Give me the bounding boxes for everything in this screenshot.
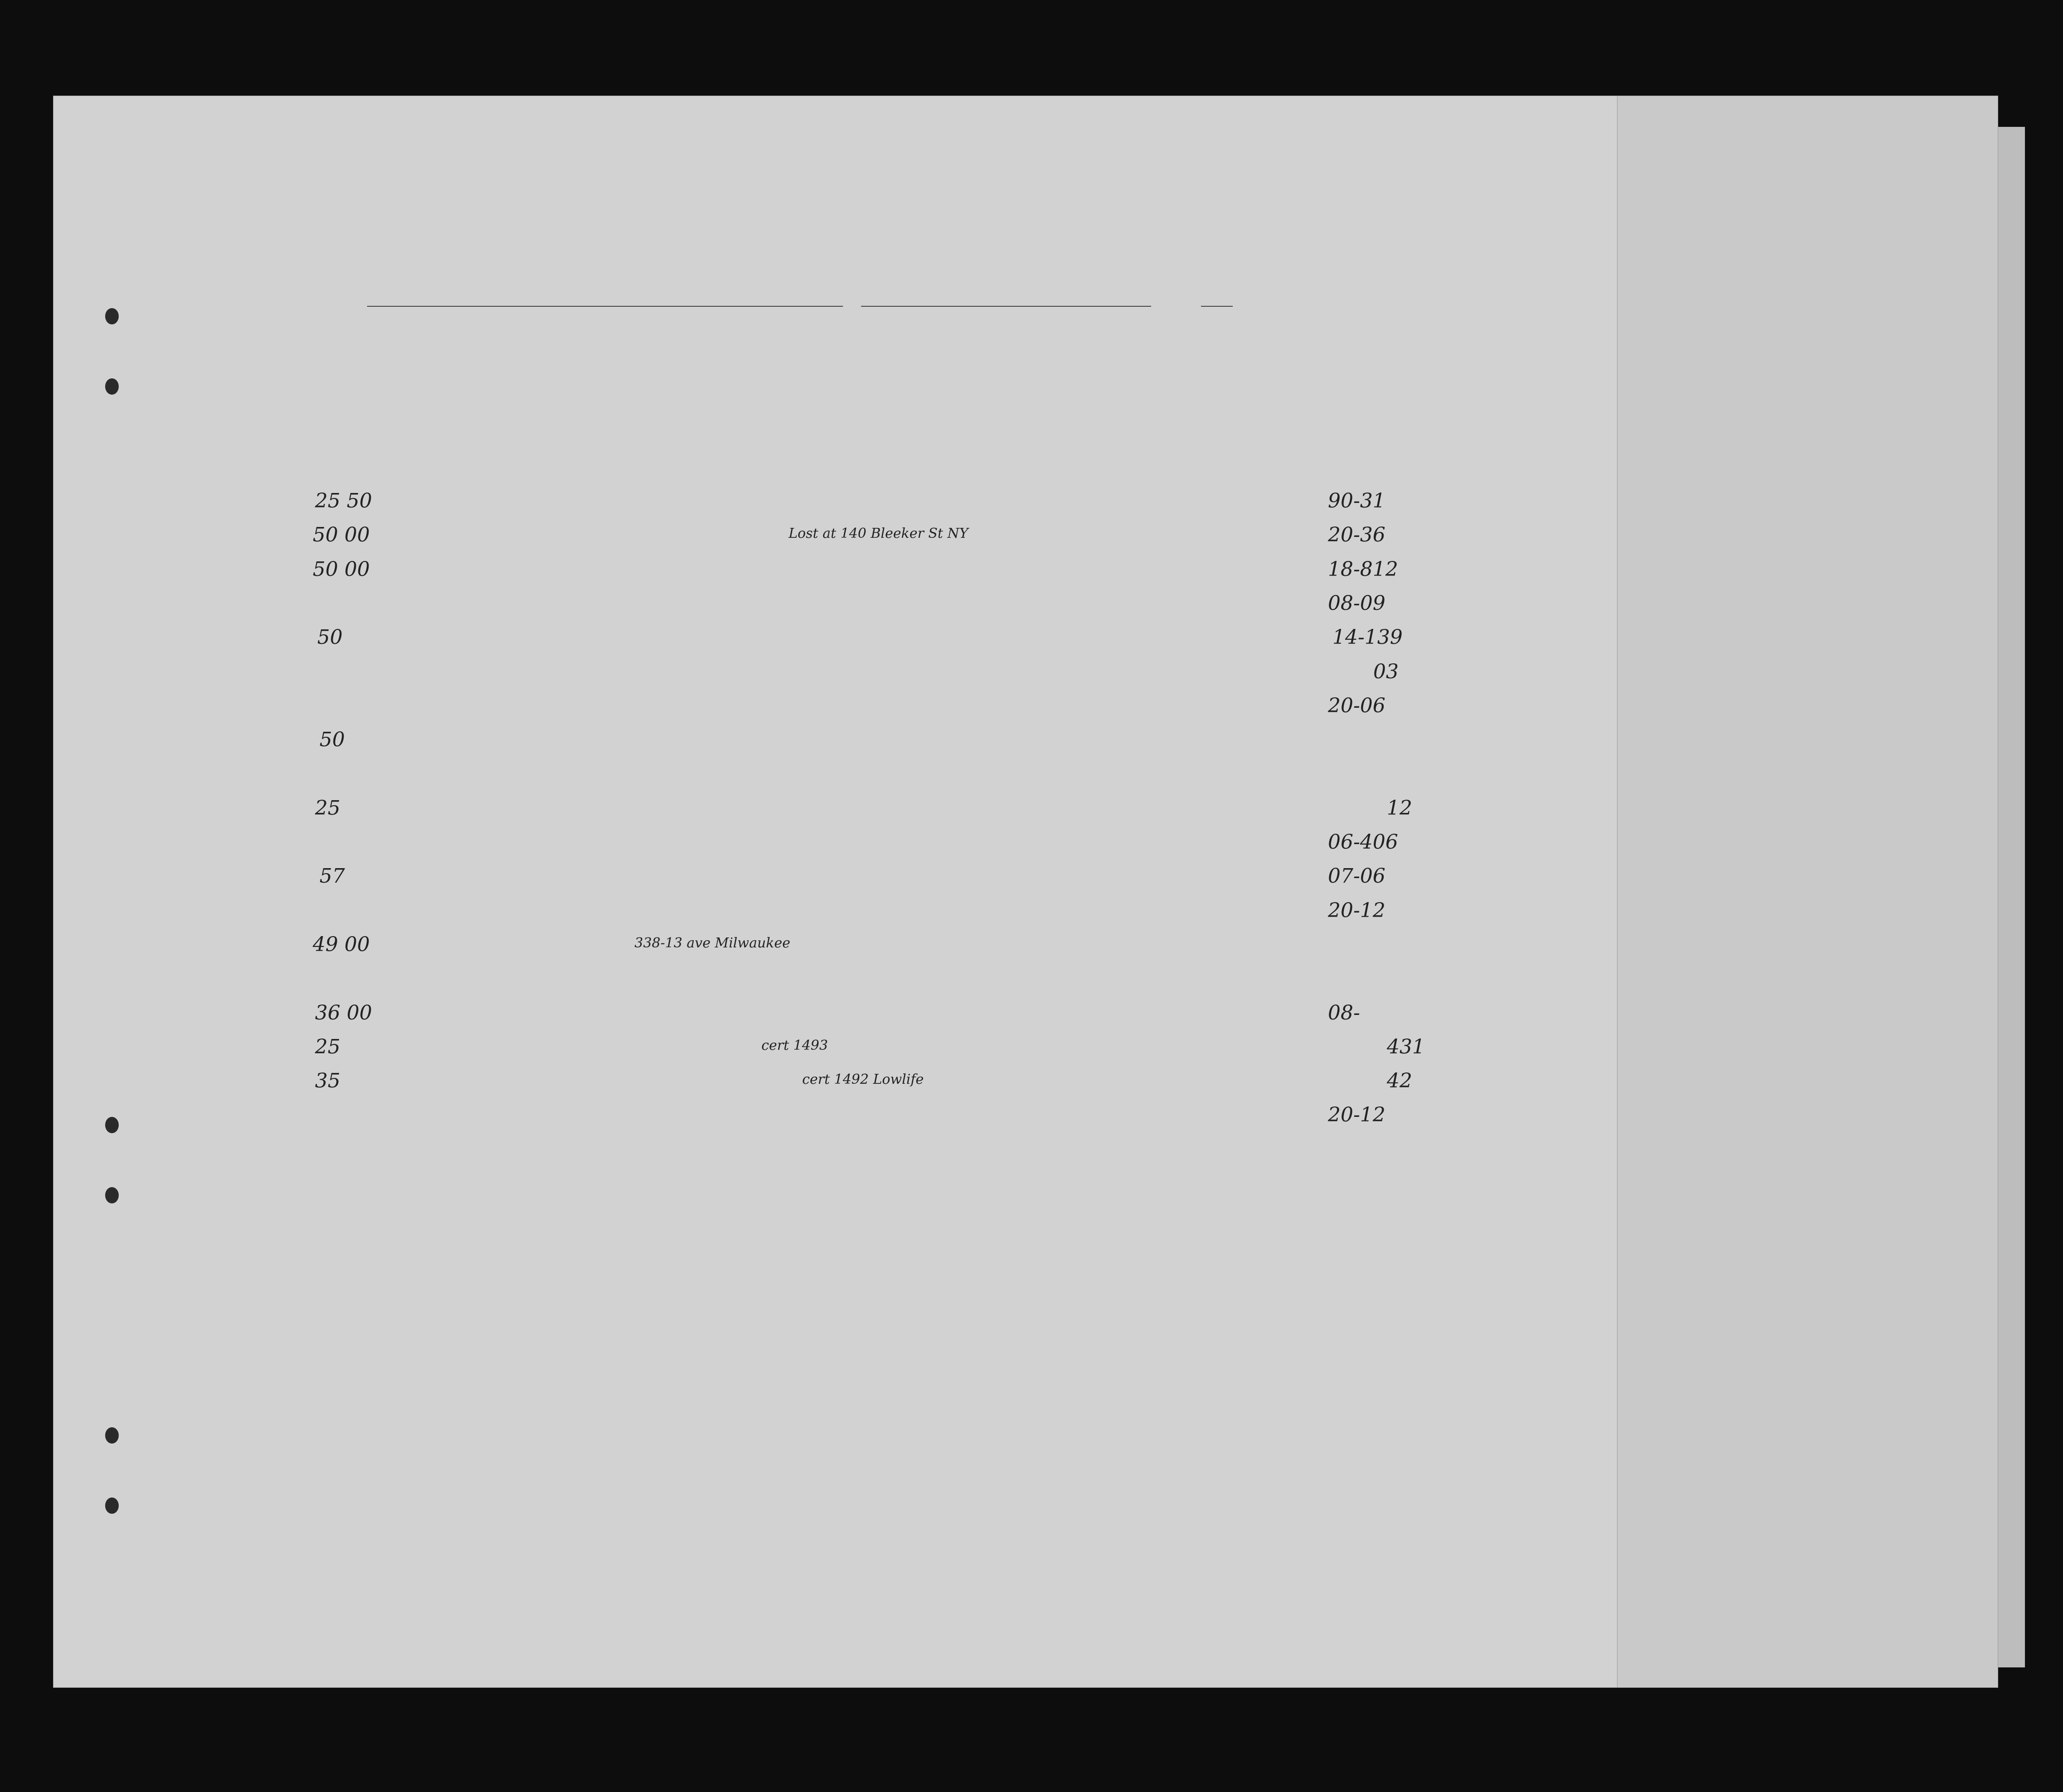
handwritten-mark: 14-139 — [1332, 626, 1403, 649]
handwritten-mark: 57 — [320, 865, 345, 888]
year-underline — [1201, 306, 1233, 307]
handwritten-mark: 18-812 — [1328, 557, 1398, 581]
handwritten-note: cert 1493 — [761, 1037, 828, 1053]
handwritten-mark: 20-12 — [1328, 1103, 1385, 1127]
handwritten-mark: 36 00 — [315, 1001, 372, 1024]
handwritten-mark: 50 — [320, 728, 345, 752]
handwritten-mark: 20-12 — [1328, 898, 1385, 922]
handwritten-mark: 50 — [317, 626, 343, 649]
handwritten-mark: 49 00 — [313, 932, 370, 956]
handwritten-mark: 35 — [315, 1069, 340, 1093]
handwritten-mark: 12 — [1387, 796, 1412, 820]
handwritten-note: Lost at 140 Bleeker St NY — [789, 526, 969, 542]
handwritten-mark: 50 00 — [313, 557, 370, 581]
handwritten-mark: 07-06 — [1328, 865, 1385, 888]
handwritten-mark: 42 — [1387, 1069, 1412, 1093]
handwritten-mark: 08- — [1328, 1001, 1360, 1024]
binder-hole — [105, 378, 119, 395]
date-underline — [861, 306, 1151, 307]
handwritten-mark: 25 — [315, 796, 340, 820]
binder-hole — [105, 1497, 119, 1514]
handwritten-mark: 25 — [315, 1035, 340, 1058]
handwritten-mark: 06-406 — [1328, 831, 1398, 854]
handwritten-mark: 20-06 — [1328, 694, 1385, 717]
handwritten-mark: 90-31 — [1328, 489, 1385, 512]
binder-hole — [105, 1117, 119, 1133]
manifest-page — [53, 96, 1617, 1687]
handwritten-mark: 431 — [1387, 1035, 1425, 1058]
binder-hole — [105, 1427, 119, 1444]
handwritten-mark: 20-36 — [1328, 523, 1385, 547]
handwritten-mark: 25 50 — [315, 489, 372, 512]
binder-hole — [105, 308, 119, 324]
handwritten-note: cert 1492 Lowlife — [802, 1072, 924, 1088]
handwritten-mark: 50 00 — [313, 523, 370, 547]
right-page — [1617, 96, 1998, 1687]
handwritten-mark: 08-09 — [1328, 591, 1385, 615]
handwritten-note: 338-13 ave Milwaukee — [634, 935, 790, 951]
page-edge — [1998, 127, 2025, 1667]
handwritten-mark: 03 — [1373, 660, 1399, 683]
port-underline — [367, 306, 843, 307]
binder-hole — [105, 1187, 119, 1203]
